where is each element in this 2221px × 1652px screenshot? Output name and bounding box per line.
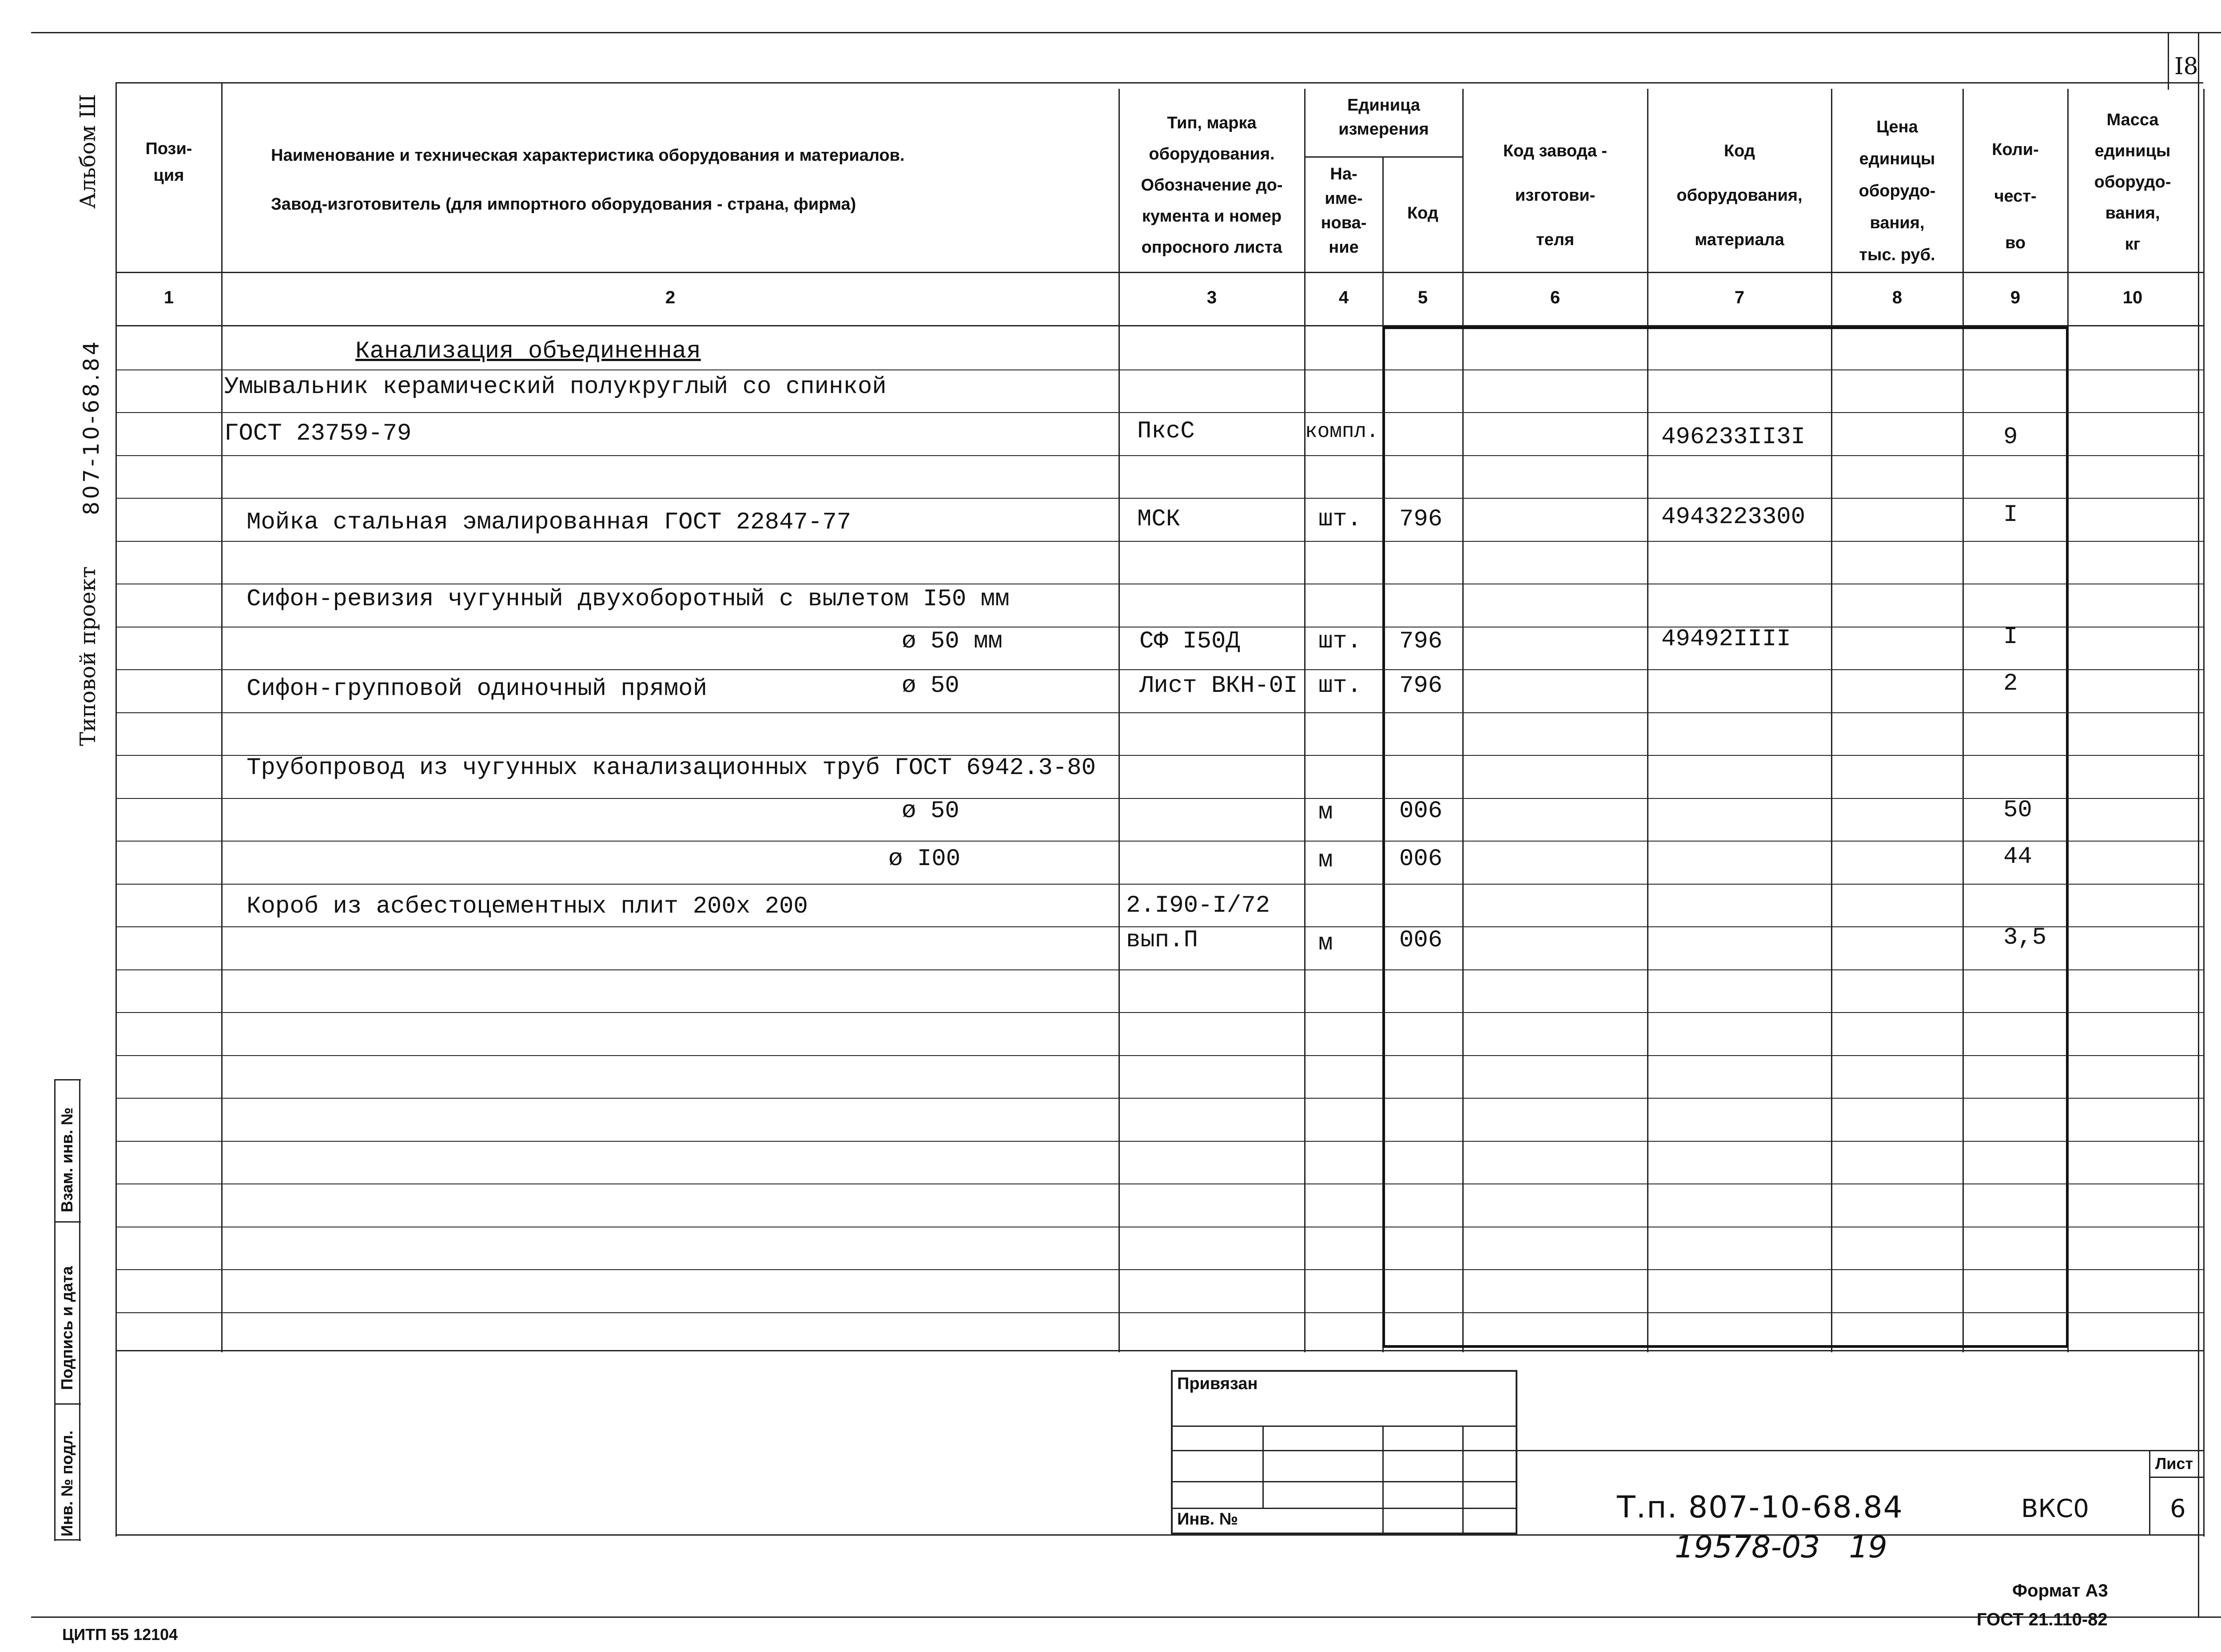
row-separator (115, 969, 2203, 970)
header-position-line1: Пози- (145, 139, 192, 158)
header-maker-code-line2: изготови- (1515, 186, 1596, 205)
header-type-line1: Тип, марка (1167, 114, 1257, 132)
project-type-label: Типовой проект (76, 566, 100, 746)
sheet-corner-number: I8 (2174, 53, 2198, 80)
colnum-10: 10 (2122, 288, 2143, 307)
colnum-5: 5 (1417, 288, 1428, 307)
row-7-equip: 49492IIII (1661, 626, 1791, 653)
header-unit-group (1305, 93, 1462, 141)
row-2-qty: 9 (2003, 424, 2018, 451)
header-position (116, 135, 221, 189)
row-4-qty: I (2003, 501, 2018, 528)
album-label: Альбом Ш (76, 94, 100, 209)
header-type-line3: Обозначение до- (1141, 176, 1283, 195)
colnum-2: 2 (665, 288, 676, 307)
header-equipment-code (1648, 129, 1831, 262)
row-separator (115, 498, 2203, 499)
row-14-unit: м (1318, 930, 1333, 957)
inv-orig-label: Инв. № подл. (58, 1430, 76, 1537)
row-separator (115, 1183, 2203, 1184)
row-7-dia: ø 50 мм (902, 628, 1003, 655)
header-unit-name-line2: име- (1325, 189, 1363, 208)
sheet-col-mid (2149, 1477, 2203, 1478)
row-12-code: 006 (1399, 846, 1443, 873)
row-separator (115, 1098, 2203, 1099)
sheet-number: 6 (2170, 1494, 2186, 1523)
section-code: ВКС0 (2021, 1494, 2089, 1523)
standard-label: ГОСТ 21.110-82 (1977, 1610, 2108, 1629)
body-thick-frame (1382, 326, 2069, 1348)
header-equipment-code-line3: материала (1695, 230, 1784, 249)
header-price (1832, 111, 1962, 271)
row-14-type: вып.П (1126, 927, 1198, 954)
row-11-code: 006 (1399, 798, 1443, 825)
row-separator (115, 541, 2203, 542)
row-12-dia: ø I00 (888, 846, 961, 873)
format-label: Формат А3 (2012, 1581, 2108, 1600)
header-quantity-line1: Коли- (1992, 140, 2039, 159)
header-name-line2: Завод-изготовитель (для импортного оборудования - страна, фирма) (271, 195, 856, 214)
inv-label: Инв. № (1177, 1510, 1238, 1529)
sheet-label: Лист (2155, 1454, 2193, 1473)
stamp-strip-top (54, 1079, 81, 1080)
row-separator (115, 1141, 2203, 1142)
row-separator (115, 1012, 2203, 1013)
header-bottom (115, 272, 2203, 273)
row-4-code: 796 (1399, 506, 1443, 533)
header-name-line1: Наименование и техническая характеристика оборудования и материалов. (271, 146, 905, 165)
colnum-6: 6 (1550, 288, 1560, 307)
top-border (31, 32, 2221, 33)
table-right (2203, 89, 2205, 1352)
row-13-type: 2.I90-I/72 (1126, 892, 1270, 919)
row-2-unit: компл. (1305, 420, 1379, 443)
header-equipment-code-line1: Код (1723, 142, 1755, 160)
row-1-name: Умывальник керамический полукруглый со спинкой (224, 373, 887, 401)
row-12-qty: 44 (2003, 843, 2032, 870)
row-14-code: 006 (1399, 927, 1443, 954)
table-bottom (115, 1350, 2203, 1351)
row-7-type: СФ I50Д (1139, 628, 1240, 655)
replaced-inv-label: Взам. инв. № (58, 1107, 76, 1212)
header-unit-group-line1: Единица (1347, 96, 1421, 115)
doc-code-top (1517, 1450, 2204, 1451)
bottom-border (31, 1616, 2221, 1618)
row-7-qty: I (2003, 623, 2018, 651)
header-top (115, 82, 2203, 83)
title-outer-right (2203, 1350, 2205, 1537)
row-11-qty: 50 (2003, 797, 2032, 824)
stamp-strip-bottom (54, 1539, 81, 1541)
project-code-label: 807-10-68.84 (79, 339, 104, 515)
header-mass-line1: Масса (2106, 111, 2159, 129)
row-8-code: 796 (1399, 672, 1443, 699)
header-unit-name-line1: На- (1330, 165, 1357, 183)
header-mass-line5: кг (2125, 235, 2141, 254)
row-separator (115, 412, 2203, 413)
header-price-line1: Цена (1876, 118, 1918, 136)
row-separator (115, 884, 2203, 885)
header-type-line2: оборудования. (1149, 145, 1275, 163)
corner-box-left (2168, 32, 2169, 90)
row-separator (115, 1055, 2203, 1056)
row-4-equip: 4943223300 (1661, 504, 1806, 531)
header-quantity-line3: во (2005, 234, 2026, 252)
row-2-name: ГОСТ 23759-79 (224, 420, 412, 447)
row-separator (115, 712, 2203, 713)
row-4-name: Мойка стальная эмалированная ГОСТ 22847-77 (247, 509, 852, 536)
header-maker-code-line3: теля (1536, 230, 1575, 249)
bound-label: Привязан (1177, 1374, 1258, 1393)
header-quantity-line2: чест- (1994, 187, 2037, 206)
bound-col-2 (1382, 1426, 1384, 1534)
header-quantity (1963, 127, 2067, 266)
row-12-unit: м (1318, 847, 1333, 874)
row-8-name: Сифон-групповой одиночный прямой (247, 675, 707, 703)
row-2-type: ПкcС (1137, 418, 1195, 445)
row-8-qty: 2 (2003, 670, 2018, 697)
row-separator (115, 798, 2203, 799)
header-name (271, 131, 1115, 229)
bound-row-2 (1171, 1450, 1517, 1451)
stamp-strip-mid2 (54, 1403, 81, 1405)
unit-group-line (1304, 156, 1462, 158)
row-10-name: Трубопровод из чугунных канализационных труб ГОСТ 6942.3-80 (247, 755, 1096, 782)
colnum-7: 7 (1734, 288, 1745, 307)
signature-date-label: Подпись и дата (58, 1266, 76, 1390)
printer-label: ЦИТП 55 12104 (62, 1625, 178, 1644)
header-unit-code: Код (1407, 204, 1439, 222)
colnum-3: 3 (1206, 288, 1217, 307)
row-11-unit: м (1318, 799, 1333, 826)
header-mass-line3: оборудо- (2094, 173, 2171, 191)
colnum-1: 1 (163, 288, 174, 307)
row-8-dia: ø 50 (902, 672, 959, 699)
row-13-name: Короб из асбестоцементных плит 200х 200 (247, 893, 808, 920)
row-separator (115, 1269, 2203, 1270)
header-position-line2: ция (153, 166, 184, 185)
bound-row-3 (1171, 1481, 1517, 1482)
row-separator (115, 841, 2203, 842)
header-type (1119, 107, 1304, 263)
bound-row-4 (1171, 1508, 1517, 1509)
colnum-bottom (115, 325, 2203, 326)
row-11-dia: ø 50 (902, 798, 959, 825)
row-6-name: Сифон-ревизия чугунный двухоборотный с вылетом I50 мм (247, 586, 1010, 613)
header-price-line3: оборудо- (1859, 182, 1936, 200)
row-separator (115, 1312, 2203, 1313)
stamp-strip-mid1 (54, 1221, 81, 1223)
header-maker-code (1463, 129, 1647, 262)
header-type-line5: опросного листа (1141, 238, 1282, 257)
col-2-3 (1118, 89, 1120, 1352)
handwritten-number: 19578-03 19 (1675, 1530, 1887, 1565)
sheet-col-left (2149, 1450, 2150, 1534)
header-mass (2068, 104, 2197, 260)
row-2-equip: 496233II3I (1661, 424, 1806, 451)
header-price-line2: единицы (1859, 150, 1935, 168)
row-8-unit: шт. (1318, 672, 1362, 699)
header-price-line5: тыс. руб. (1859, 246, 1935, 264)
header-mass-line4: вания, (2105, 204, 2160, 222)
row-8-type: Лист ВКН-0I (1139, 672, 1298, 699)
header-maker-code-line1: Код завода - (1503, 142, 1608, 160)
bound-row-1 (1171, 1426, 1517, 1427)
header-unit-group-line2: измерения (1338, 120, 1429, 139)
colnum-8: 8 (1892, 288, 1903, 307)
row-0-name: Канализация объединенная (355, 338, 701, 365)
row-4-unit: шт. (1318, 506, 1362, 533)
header-price-line4: вания, (1870, 214, 1925, 232)
colnum-4: 4 (1338, 288, 1349, 307)
right-border (2198, 32, 2199, 1617)
doc-code: Т.п. 807-10-68.84 (1617, 1490, 1903, 1525)
col-3-4 (1304, 89, 1306, 1352)
header-unit-name (1305, 162, 1382, 260)
header-equipment-code-line2: оборудования, (1676, 186, 1803, 205)
stamp-strip-left (54, 1079, 56, 1541)
bound-col-1 (1262, 1426, 1264, 1508)
row-7-unit: шт. (1318, 628, 1362, 655)
row-separator (115, 455, 2203, 456)
title-bottom (115, 1534, 2203, 1536)
bound-col-3 (1462, 1426, 1464, 1534)
stamp-strip-divider (79, 1079, 80, 1541)
header-type-line4: кумента и номер (1142, 207, 1282, 226)
row-4-type: МСК (1137, 506, 1181, 533)
header-unit-name-line3: нова- (1321, 214, 1367, 232)
row-separator (115, 369, 2203, 370)
row-separator (115, 669, 2203, 670)
title-outer-left (115, 1350, 117, 1537)
colnum-9: 9 (2010, 288, 2021, 307)
header-mass-line2: единицы (2094, 142, 2171, 160)
row-14-qty: 3,5 (2003, 924, 2047, 951)
header-unit-name-line4: ние (1329, 238, 1359, 257)
row-7-code: 796 (1399, 628, 1443, 655)
